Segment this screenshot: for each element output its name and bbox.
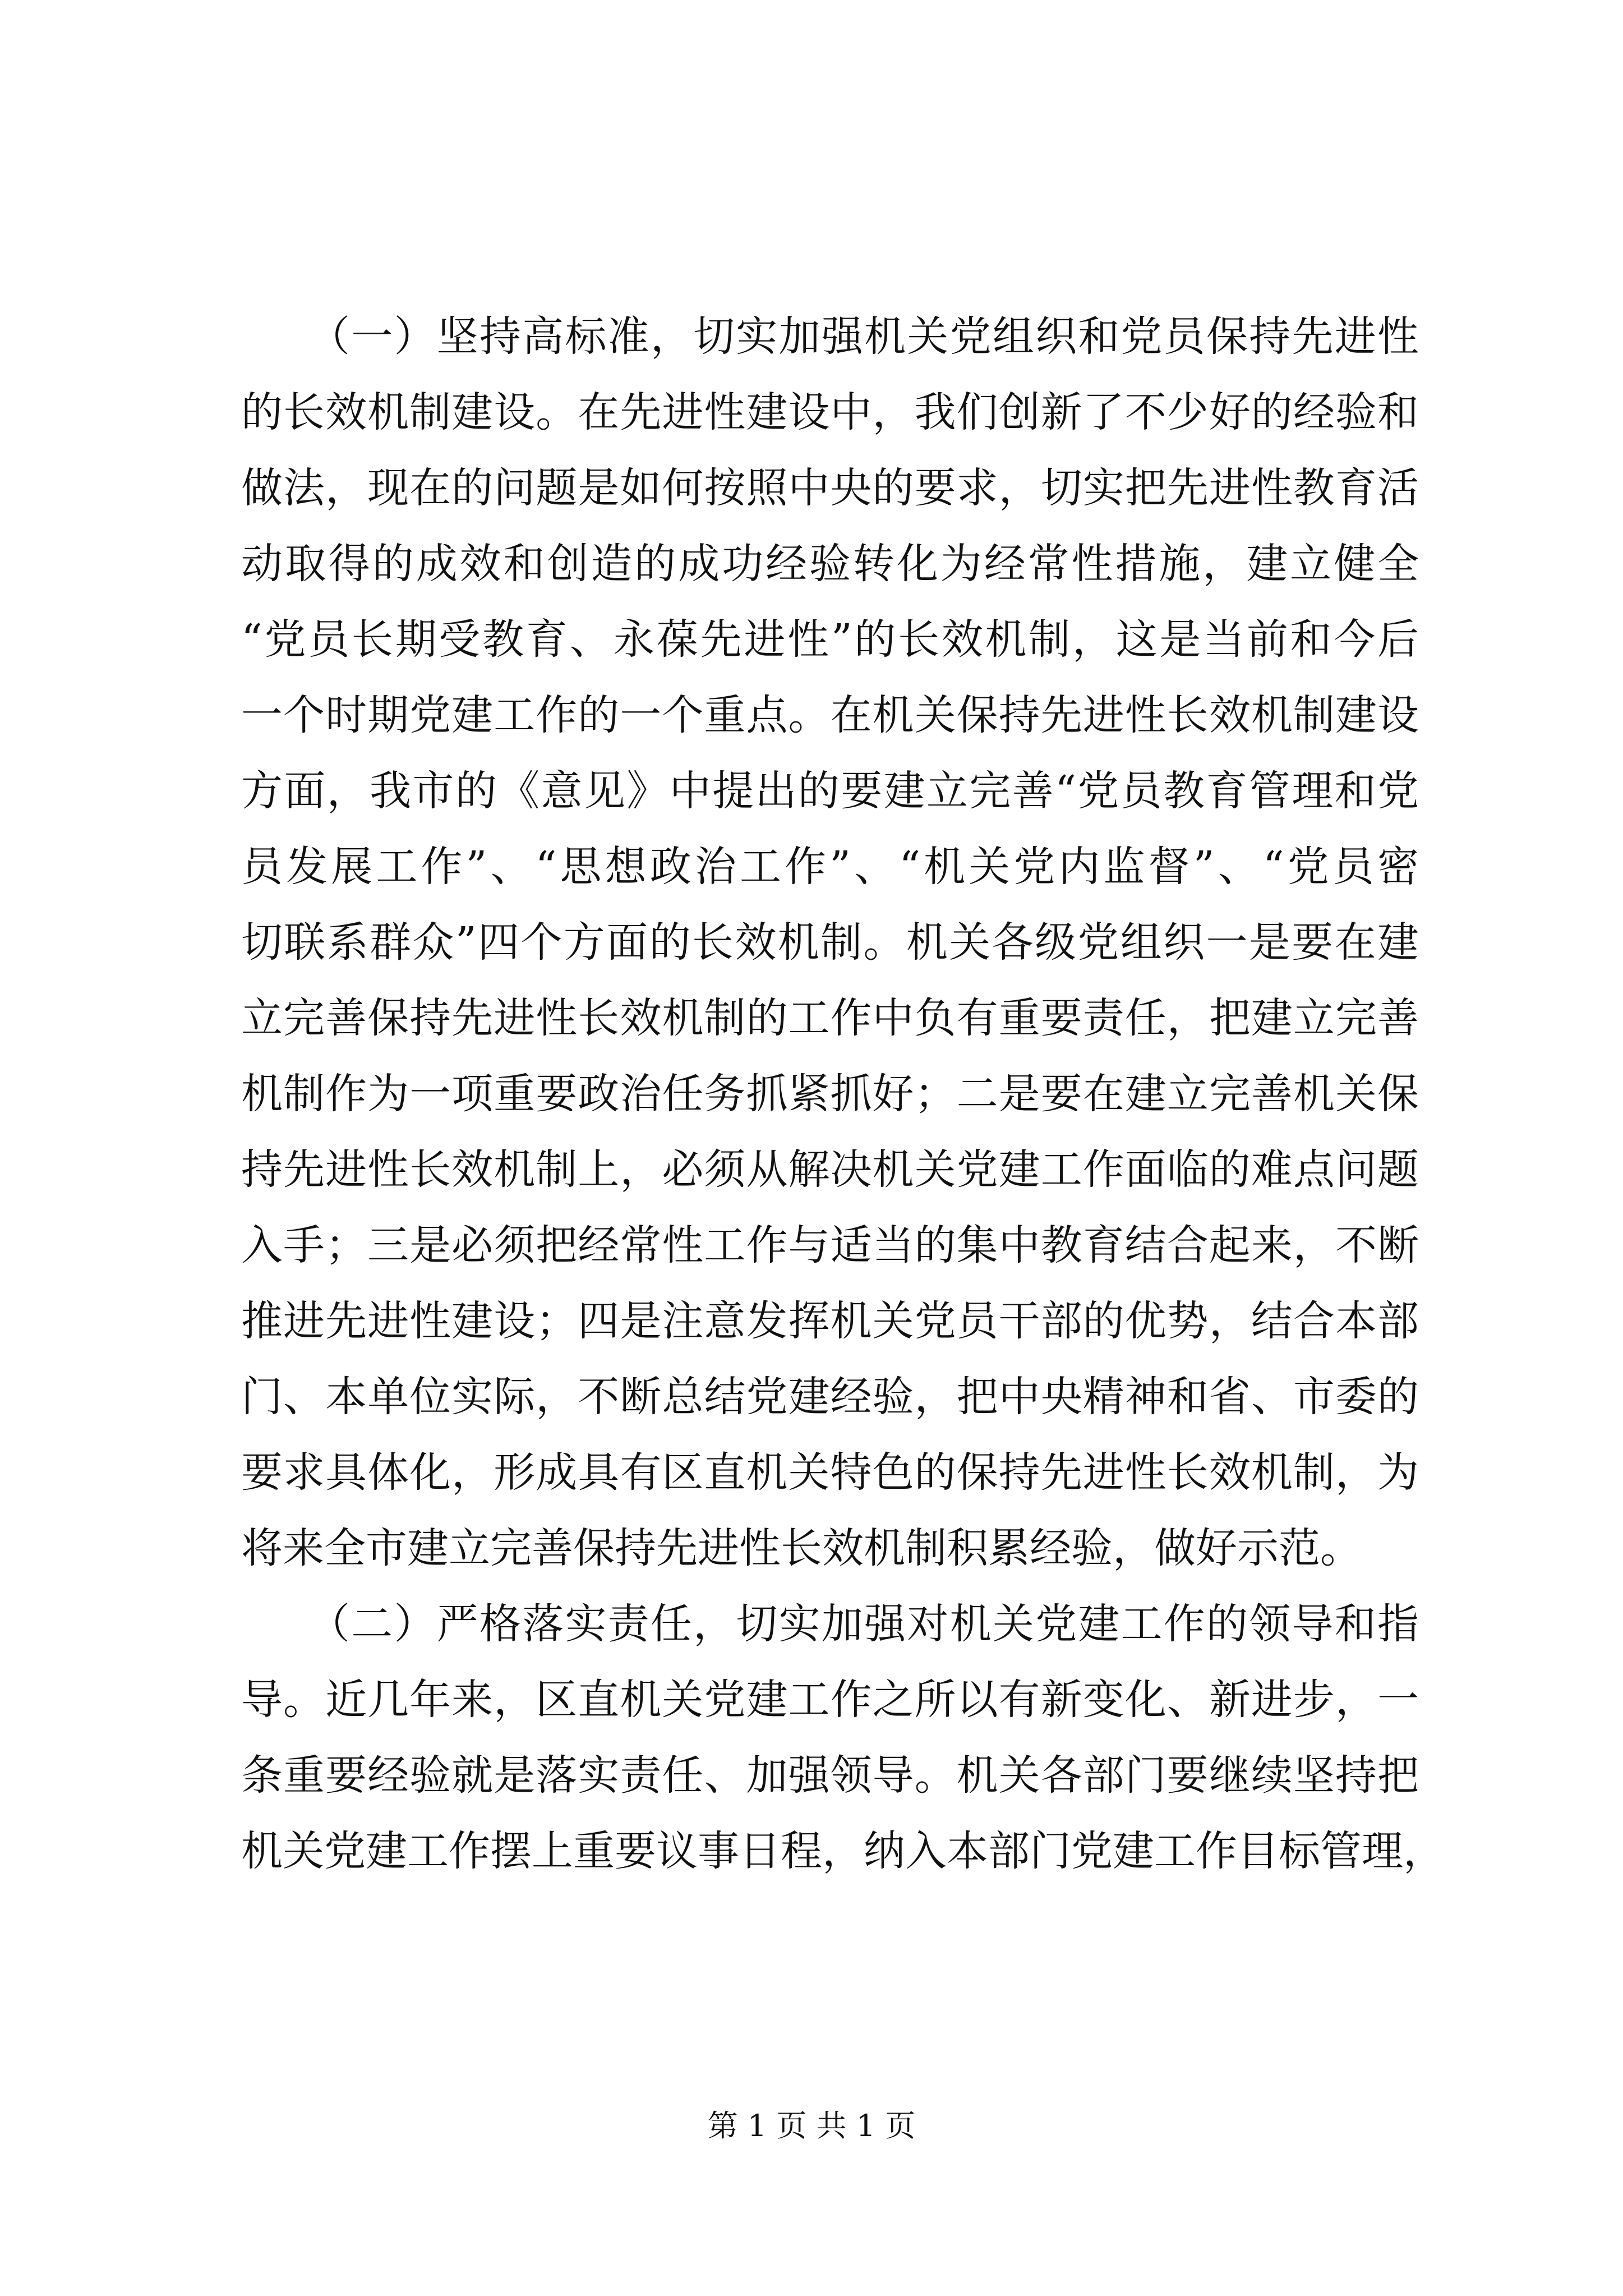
paragraph-1-line-2: 的长效机制建设。在先进性建设中，我们创新了不少好的经验和: [241, 388, 1419, 436]
paragraph-1-line-1: （一）坚持高标准，切实加强机关党组织和党员保持先进性: [308, 312, 1419, 361]
paragraph-1-line-14: 推进先进性建设；四是注意发挥机关党员干部的优势，结合本部: [241, 1297, 1419, 1345]
paragraph-2-line-2: 导。近几年来，区直机关党建工作之所以有新变化、新进步，一: [241, 1676, 1419, 1724]
page-number-footer: 第 1 页 共 1 页: [707, 2108, 916, 2143]
paragraph-1-line-3: 做法，现在的问题是如何按照中央的要求，切实把先进性教育活: [241, 464, 1419, 512]
paragraph-1-line-7: 方面，我市的《意见》中提出的要建立完善“党员教育管理和党: [241, 767, 1419, 815]
paragraph-1-line-8: 员发展工作”、“思想政治工作”、“机关党内监督”、“党员密: [241, 843, 1419, 891]
paragraph-1-line-12: 持先进性长效机制上，必须从解决机关党建工作面临的难点问题: [241, 1145, 1419, 1194]
paragraph-1-line-9: 切联系群众”四个方面的长效机制。机关各级党组织一是要在建: [241, 918, 1419, 967]
paragraph-1-line-4: 动取得的成效和创造的成功经验转化为经常性措施，建立健全: [241, 540, 1419, 588]
paragraph-1-line-17: 将来全市建立完善保持先进性长效机制积累经验，做好示范。: [241, 1524, 1362, 1572]
paragraph-1-line-6: 一个时期党建工作的一个重点。在机关保持先进性长效机制建设: [241, 691, 1419, 739]
paragraph-1-line-5: “党员长期受教育、永葆先进性”的长效机制，这是当前和今后: [241, 615, 1419, 664]
paragraph-1-line-13: 入手；三是必须把经常性工作与适当的集中教育结合起来，不断: [241, 1221, 1419, 1269]
paragraph-1-line-10: 立完善保持先进性长效机制的工作中负有重要责任，把建立完善: [241, 994, 1419, 1042]
paragraph-2-line-3: 条重要经验就是落实责任、加强领导。机关各部门要继续坚持把: [241, 1751, 1419, 1800]
paragraph-2-line-1: （二）严格落实责任，切实加强对机关党建工作的领导和指: [308, 1600, 1419, 1648]
paragraph-2-line-4: 机关党建工作摆上重要议事日程，纳入本部门党建工作目标管理，: [241, 1827, 1445, 1875]
paragraph-1-line-11: 机制作为一项重要政治任务抓紧抓好；二是要在建立完善机关保: [241, 1070, 1419, 1118]
paragraph-1-line-16: 要求具体化，形成具有区直机关特色的保持先进性长效机制，为: [241, 1448, 1419, 1497]
paragraph-1-line-15: 门、本单位实际，不断总结党建经验，把中央精神和省、市委的: [241, 1373, 1419, 1421]
